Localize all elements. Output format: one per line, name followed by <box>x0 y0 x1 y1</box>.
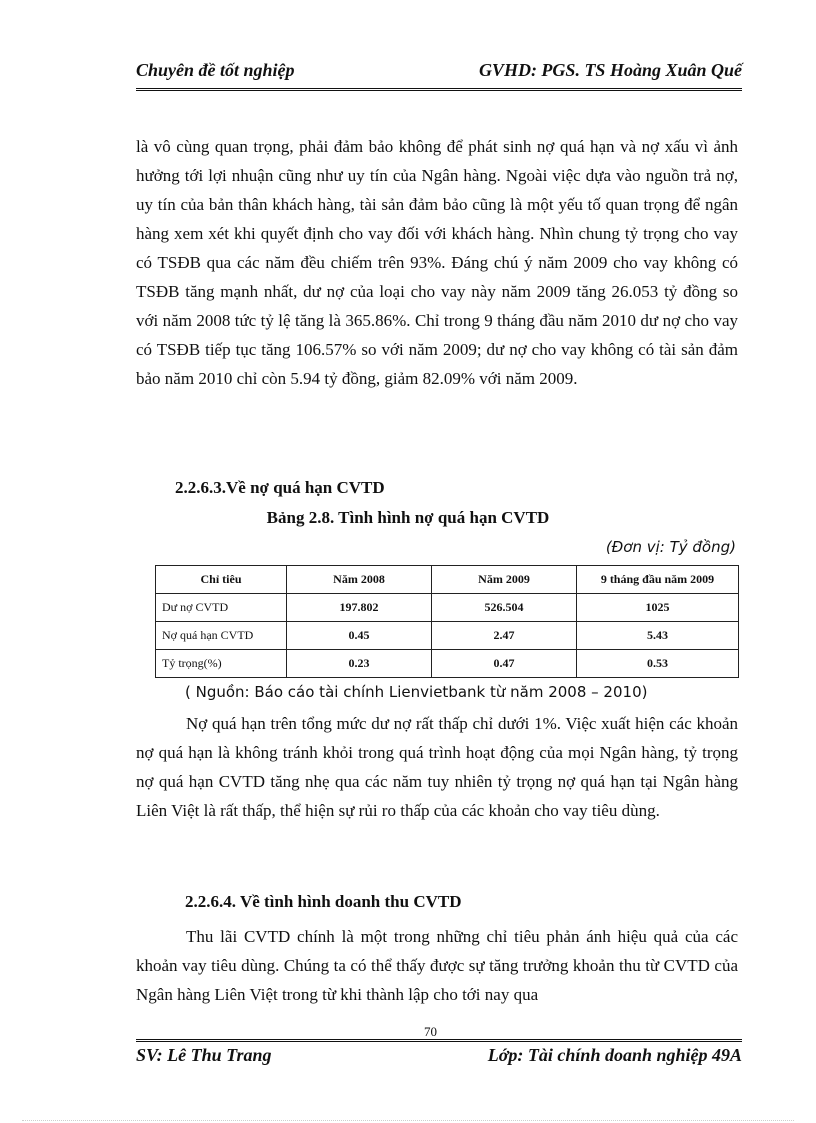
paragraph-collateral: là vô cùng quan trọng, phải đảm bảo không để phát sinh nợ quá hạn và nợ xấu vì ảnh hưởng tới lợi nhuận cũng như uy tín của Ngân hàng. Ngoài việc dựa vào nguồn trả nợ, uy tín của bản thân khách hàng, tài sản đảm bảo cũng là một yếu tố quan trọng để ngân hàng xem xét khi quyết định cho vay đối với khách hàng. Nhìn chung tỷ trọng cho vay có TSĐB qua các năm đều chiếm trên 93%. Đáng chú ý năm 2009 cho vay không có TSĐB tăng mạnh nhất, dư nợ của loại cho vay này năm 2009 tăng 26.053 tỷ đồng so với năm 2008 tức tỷ lệ tăng là 365.86%. Chỉ trong 9 tháng đầu năm 2010 dư nợ cho vay có TSĐB tiếp tục tăng 106.57% so với năm 2009; dư nợ cho vay không có tài sản đảm bảo năm 2010 chỉ còn 5.94 tỷ đồng, giảm 82.09% với năm 2009. <box>136 137 738 388</box>
section-heading-revenue: 2.2.6.4. Về tình hình doanh thu CVTD <box>185 892 462 911</box>
page-footer <box>136 1045 742 1069</box>
table-cell: 0.23 <box>287 650 432 678</box>
table-row <box>156 650 739 678</box>
paragraph-overdue-analysis: Nợ quá hạn trên tổng mức dư nợ rất thấp chỉ dưới 1%. Việc xuất hiện các khoản nợ quá hạn là không tránh khỏi trong quá trình hoạt động của mọi Ngân hàng, tỷ trọng nợ quá hạn CVTD tăng nhẹ qua các năm tuy nhiên tỷ trọng nợ quá hạn tại Ngân hàng Liên Việt là rất thấp, thể hiện sự rủi ro thấp của các khoản cho vay tiêu dùng. <box>136 714 738 820</box>
header-title: Chuyên đề tốt nghiệp <box>136 60 295 80</box>
table-row <box>156 622 739 650</box>
header-advisor: GVHD: PGS. TS Hoàng Xuân Quế <box>478 60 742 80</box>
table-row <box>156 594 739 622</box>
table-cell: 526.504 <box>432 594 577 622</box>
paragraph-revenue: Thu lãi CVTD chính là một trong những chỉ tiêu phản ánh hiệu quả của các khoản vay tiêu dùng. Chúng ta có thể thấy được sự tăng trưởng khoản thu từ CVTD của Ngân hàng Liên Việt trong từ khi thành lập cho tới nay qua <box>136 927 738 1004</box>
table-unit: (Đơn vị: Tỷ đồng) <box>605 538 736 556</box>
page-bottom-dotted-line <box>22 1120 794 1121</box>
page-header <box>136 60 742 88</box>
table-cell: 5.43 <box>577 622 739 650</box>
table-source: ( Nguồn: Báo cáo tài chính Lienvietbank từ năm 2008 – 2010) <box>185 683 648 701</box>
table-cell: 2.47 <box>432 622 577 650</box>
col-header-2009: Năm 2009 <box>432 566 577 594</box>
col-header-indicator: Chỉ tiêu <box>156 566 287 594</box>
table-cell: 1025 <box>577 594 739 622</box>
row-label: Tỷ trọng(%) <box>156 650 287 678</box>
table-cell: 0.53 <box>577 650 739 678</box>
row-label: Dư nợ CVTD <box>156 594 287 622</box>
section-heading-overdue: 2.2.6.3.Về nợ quá hạn CVTD <box>175 478 385 497</box>
table-caption: Bảng 2.8. Tình hình nợ quá hạn CVTD <box>266 508 550 527</box>
col-header-2008: Năm 2008 <box>287 566 432 594</box>
overdue-table <box>155 565 739 678</box>
table-header-row <box>156 566 739 594</box>
footer-student: SV: Lê Thu Trang <box>136 1045 272 1065</box>
table-cell: 197.802 <box>287 594 432 622</box>
table-cell: 0.47 <box>432 650 577 678</box>
header-rule <box>136 88 742 91</box>
col-header-9months: 9 tháng đầu năm 2009 <box>577 566 739 594</box>
row-label: Nợ quá hạn CVTD <box>156 622 287 650</box>
table-cell: 0.45 <box>287 622 432 650</box>
footer-rule <box>136 1039 742 1042</box>
footer-class: Lớp: Tài chính doanh nghiệp 49A <box>487 1045 742 1065</box>
page-number: 70 <box>424 1024 437 1039</box>
